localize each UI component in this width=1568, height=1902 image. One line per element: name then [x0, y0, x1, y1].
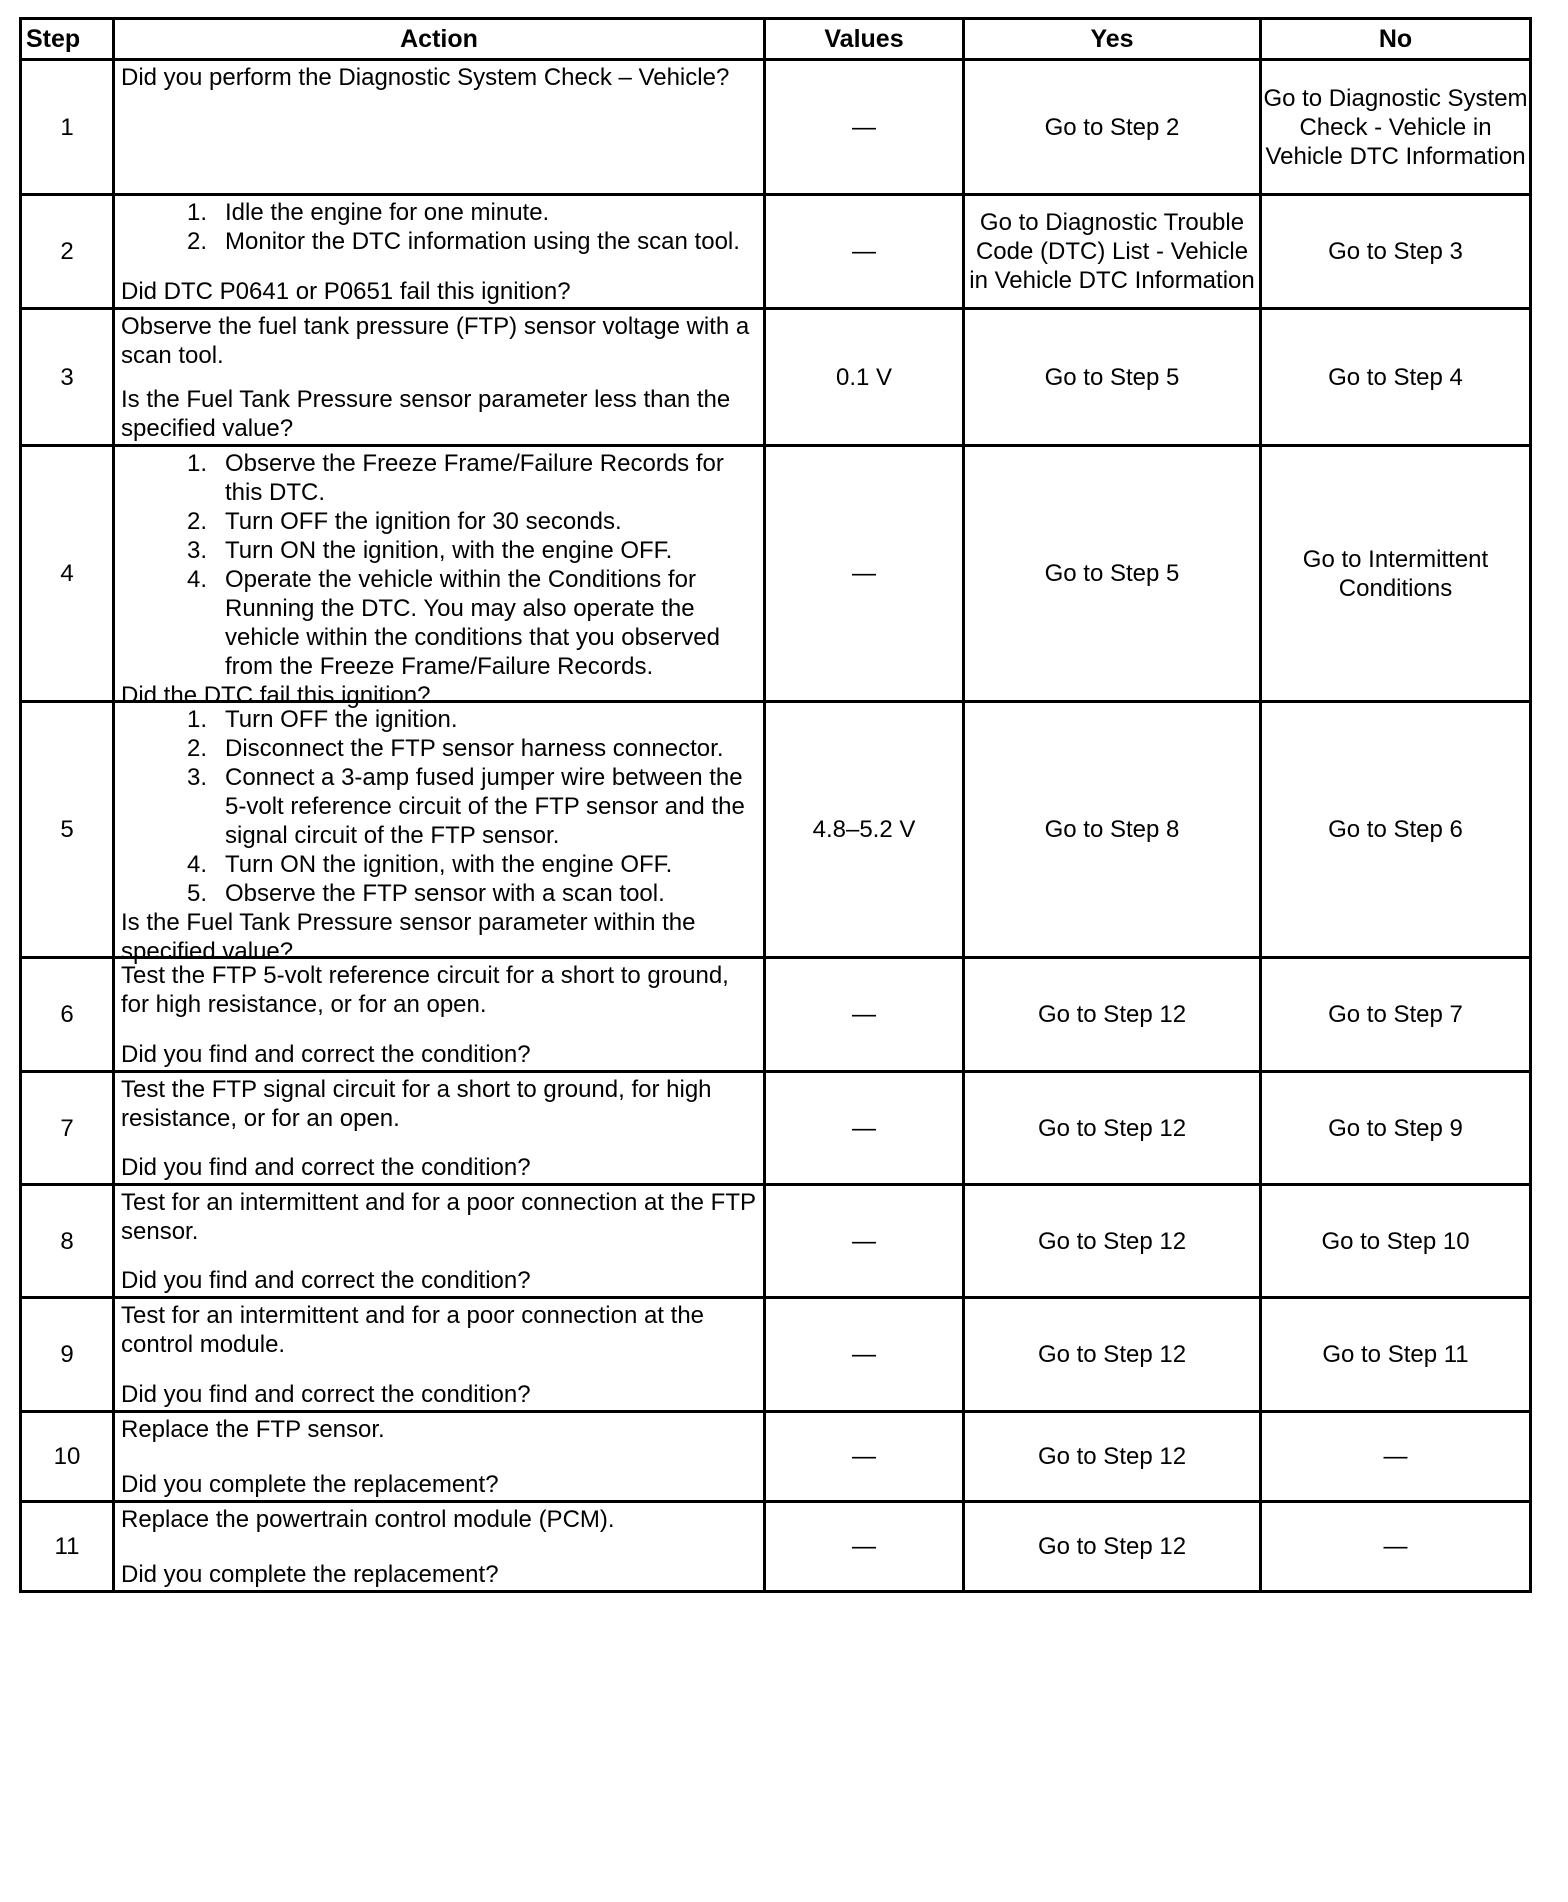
yes-cell: Go to Step 12 — [964, 1072, 1261, 1185]
procedure-text: Disconnect the FTP sensor harness connector. — [225, 735, 724, 762]
table-row — [21, 1185, 1531, 1298]
action-content — [115, 196, 763, 307]
value-cell: — — [765, 1298, 964, 1412]
yes-cell: Go to Diagnostic Trouble Code (DTC) List - Vehicle in Vehicle DTC Information — [964, 195, 1261, 309]
procedure-number: 4. — [186, 851, 207, 878]
no-cell: Go to Step 6 — [1261, 702, 1531, 958]
no-cell: Go to Diagnostic System Check - Vehicle in Vehicle DTC Information — [1261, 60, 1531, 195]
action-cell — [114, 1298, 765, 1412]
step-number: 1 — [21, 60, 114, 195]
step-number: 8 — [21, 1185, 114, 1298]
procedure-text: Operate the vehicle within the Conditions for Running the DTC. You may also operate the vehicle within the conditions that you observed from the Freeze Frame/Failure Records. — [225, 566, 720, 680]
action-content — [115, 1186, 763, 1296]
procedure-text: Turn OFF the ignition for 30 seconds. — [225, 508, 622, 535]
action-content — [115, 703, 763, 965]
yes-cell: Go to Step 2 — [964, 60, 1261, 195]
no-cell: Go to Step 3 — [1261, 195, 1531, 309]
procedure-text: Observe the Freeze Frame/Failure Records for this DTC. — [225, 450, 724, 506]
action-content — [115, 1503, 763, 1590]
value-cell: — — [765, 1072, 964, 1185]
procedure-number: 4. — [186, 566, 207, 593]
action-cell — [114, 1502, 765, 1592]
action-cell — [114, 1412, 765, 1502]
action-top — [121, 1301, 759, 1359]
header-step: Step — [21, 19, 114, 60]
no-cell: — — [1261, 1502, 1531, 1592]
table-row — [21, 1502, 1531, 1592]
table-row — [21, 309, 1531, 446]
header-values: Values — [765, 19, 964, 60]
action-intro: Test the FTP signal circuit for a short to ground, for high resistance, or for an open. — [121, 1076, 712, 1132]
procedure-list — [121, 198, 759, 256]
procedure-item — [121, 879, 759, 908]
no-cell: Go to Step 11 — [1261, 1298, 1531, 1412]
header-no: No — [1261, 19, 1531, 60]
procedure-text: Turn OFF the ignition. — [225, 706, 458, 733]
value-cell: 4.8–5.2 V — [765, 702, 964, 958]
action-intro: Replace the FTP sensor. — [121, 1416, 385, 1443]
procedure-item — [121, 198, 759, 227]
action-top — [121, 1505, 759, 1534]
diagnostic-table — [19, 17, 1532, 1593]
procedure-number: 1. — [186, 199, 207, 226]
procedure-item — [121, 227, 759, 256]
procedure-item — [121, 763, 759, 850]
action-cell — [114, 60, 765, 195]
no-cell: — — [1261, 1412, 1531, 1502]
value-cell: — — [765, 195, 964, 309]
step-number: 11 — [21, 1502, 114, 1592]
action-question: Did you find and correct the condition? — [121, 1381, 531, 1408]
no-cell: Go to Step 10 — [1261, 1185, 1531, 1298]
action-question: Did the DTC fail this ignition? — [121, 682, 431, 709]
procedure-item — [121, 565, 759, 681]
action-cell — [114, 1185, 765, 1298]
procedure-number: 5. — [186, 880, 207, 907]
action-content — [115, 1413, 763, 1500]
no-cell: Go to Intermittent Conditions — [1261, 446, 1531, 702]
value-cell: — — [765, 958, 964, 1072]
action-content — [115, 61, 763, 193]
action-intro: Replace the powertrain control module (PCM). — [121, 1506, 615, 1533]
procedure-item — [121, 734, 759, 763]
action-intro: Observe the fuel tank pressure (FTP) sensor voltage with a scan tool. — [121, 313, 750, 369]
action-top — [121, 1075, 759, 1133]
action-top — [121, 312, 759, 370]
action-intro: Did you perform the Diagnostic System Check – Vehicle? — [121, 64, 730, 91]
table-row — [21, 702, 1531, 958]
step-number: 4 — [21, 446, 114, 702]
table-row — [21, 1072, 1531, 1185]
action-question: Did you complete the replacement? — [121, 1471, 499, 1498]
value-cell: — — [765, 60, 964, 195]
yes-cell: Go to Step 12 — [964, 958, 1261, 1072]
action-cell — [114, 195, 765, 309]
action-top — [121, 449, 759, 681]
step-number: 2 — [21, 195, 114, 309]
action-question: Did you find and correct the condition? — [121, 1041, 531, 1068]
action-question: Did you find and correct the condition? — [121, 1267, 531, 1294]
action-intro: Test the FTP 5-volt reference circuit for a short to ground, for high resistance, or for an open. — [121, 962, 729, 1018]
action-top — [121, 705, 759, 908]
step-number: 3 — [21, 309, 114, 446]
procedure-text: Turn ON the ignition, with the engine OFF. — [225, 851, 673, 878]
procedure-item — [121, 507, 759, 536]
action-top — [121, 198, 759, 256]
value-cell: 0.1 V — [765, 309, 964, 446]
action-question: Is the Fuel Tank Pressure sensor parameter less than the specified value? — [121, 386, 731, 442]
action-question: Did you find and correct the condition? — [121, 1154, 531, 1181]
header-row — [21, 19, 1531, 60]
action-cell — [114, 309, 765, 446]
procedure-number: 1. — [186, 706, 207, 733]
procedure-number: 1. — [186, 450, 207, 477]
action-top — [121, 961, 759, 1019]
action-content — [115, 1073, 763, 1183]
no-cell: Go to Step 9 — [1261, 1072, 1531, 1185]
procedure-item — [121, 536, 759, 565]
procedure-number: 2. — [186, 228, 207, 255]
action-cell — [114, 702, 765, 965]
action-intro: Test for an intermittent and for a poor connection at the control module. — [121, 1302, 705, 1358]
action-content — [115, 959, 763, 1070]
action-question: Is the Fuel Tank Pressure sensor parameter within the specified value? — [121, 909, 696, 965]
table-row — [21, 195, 1531, 309]
step-number: 9 — [21, 1298, 114, 1412]
yes-cell: Go to Step 12 — [964, 1298, 1261, 1412]
action-top — [121, 1415, 759, 1444]
procedure-number: 3. — [186, 537, 207, 564]
action-cell — [114, 958, 765, 1072]
step-number: 5 — [21, 702, 114, 958]
procedure-number: 3. — [186, 764, 207, 791]
yes-cell: Go to Step 12 — [964, 1185, 1261, 1298]
action-content — [115, 310, 763, 444]
action-top — [121, 63, 759, 92]
action-intro: Test for an intermittent and for a poor connection at the FTP sensor. — [121, 1189, 756, 1245]
table-row — [21, 446, 1531, 702]
yes-cell: Go to Step 12 — [964, 1502, 1261, 1592]
action-cell — [114, 446, 765, 709]
procedure-item — [121, 449, 759, 507]
action-question: Did you complete the replacement? — [121, 1561, 499, 1588]
yes-cell: Go to Step 12 — [964, 1412, 1261, 1502]
procedure-number: 2. — [186, 735, 207, 762]
procedure-number: 2. — [186, 508, 207, 535]
header-yes: Yes — [964, 19, 1261, 60]
action-cell — [114, 1072, 765, 1185]
header-action: Action — [114, 19, 765, 60]
no-cell: Go to Step 4 — [1261, 309, 1531, 446]
action-content — [115, 1299, 763, 1410]
step-number: 10 — [21, 1412, 114, 1502]
table-body — [21, 60, 1531, 1592]
procedure-text: Observe the FTP sensor with a scan tool. — [225, 880, 665, 907]
value-cell: — — [765, 446, 964, 702]
table-row — [21, 958, 1531, 1072]
procedure-list — [121, 705, 759, 908]
yes-cell: Go to Step 5 — [964, 446, 1261, 702]
value-cell: — — [765, 1412, 964, 1502]
procedure-text: Idle the engine for one minute. — [225, 199, 550, 226]
procedure-text: Connect a 3-amp fused jumper wire between the 5-volt reference circuit of the FTP sensor and the signal circuit of the FTP sensor. — [225, 764, 745, 849]
value-cell: — — [765, 1502, 964, 1592]
procedure-item — [121, 850, 759, 879]
procedure-text: Monitor the DTC information using the scan tool. — [225, 228, 740, 255]
yes-cell: Go to Step 8 — [964, 702, 1261, 958]
procedure-text: Turn ON the ignition, with the engine OFF. — [225, 537, 673, 564]
no-cell: Go to Step 7 — [1261, 958, 1531, 1072]
action-content — [115, 447, 763, 709]
table-row — [21, 60, 1531, 195]
step-number: 7 — [21, 1072, 114, 1185]
table-row — [21, 1298, 1531, 1412]
table-row — [21, 1412, 1531, 1502]
procedure-list — [121, 449, 759, 681]
action-top — [121, 1188, 759, 1246]
step-number: 6 — [21, 958, 114, 1072]
value-cell: — — [765, 1185, 964, 1298]
yes-cell: Go to Step 5 — [964, 309, 1261, 446]
action-question: Did DTC P0641 or P0651 fail this ignition? — [121, 278, 571, 305]
procedure-item — [121, 705, 759, 734]
